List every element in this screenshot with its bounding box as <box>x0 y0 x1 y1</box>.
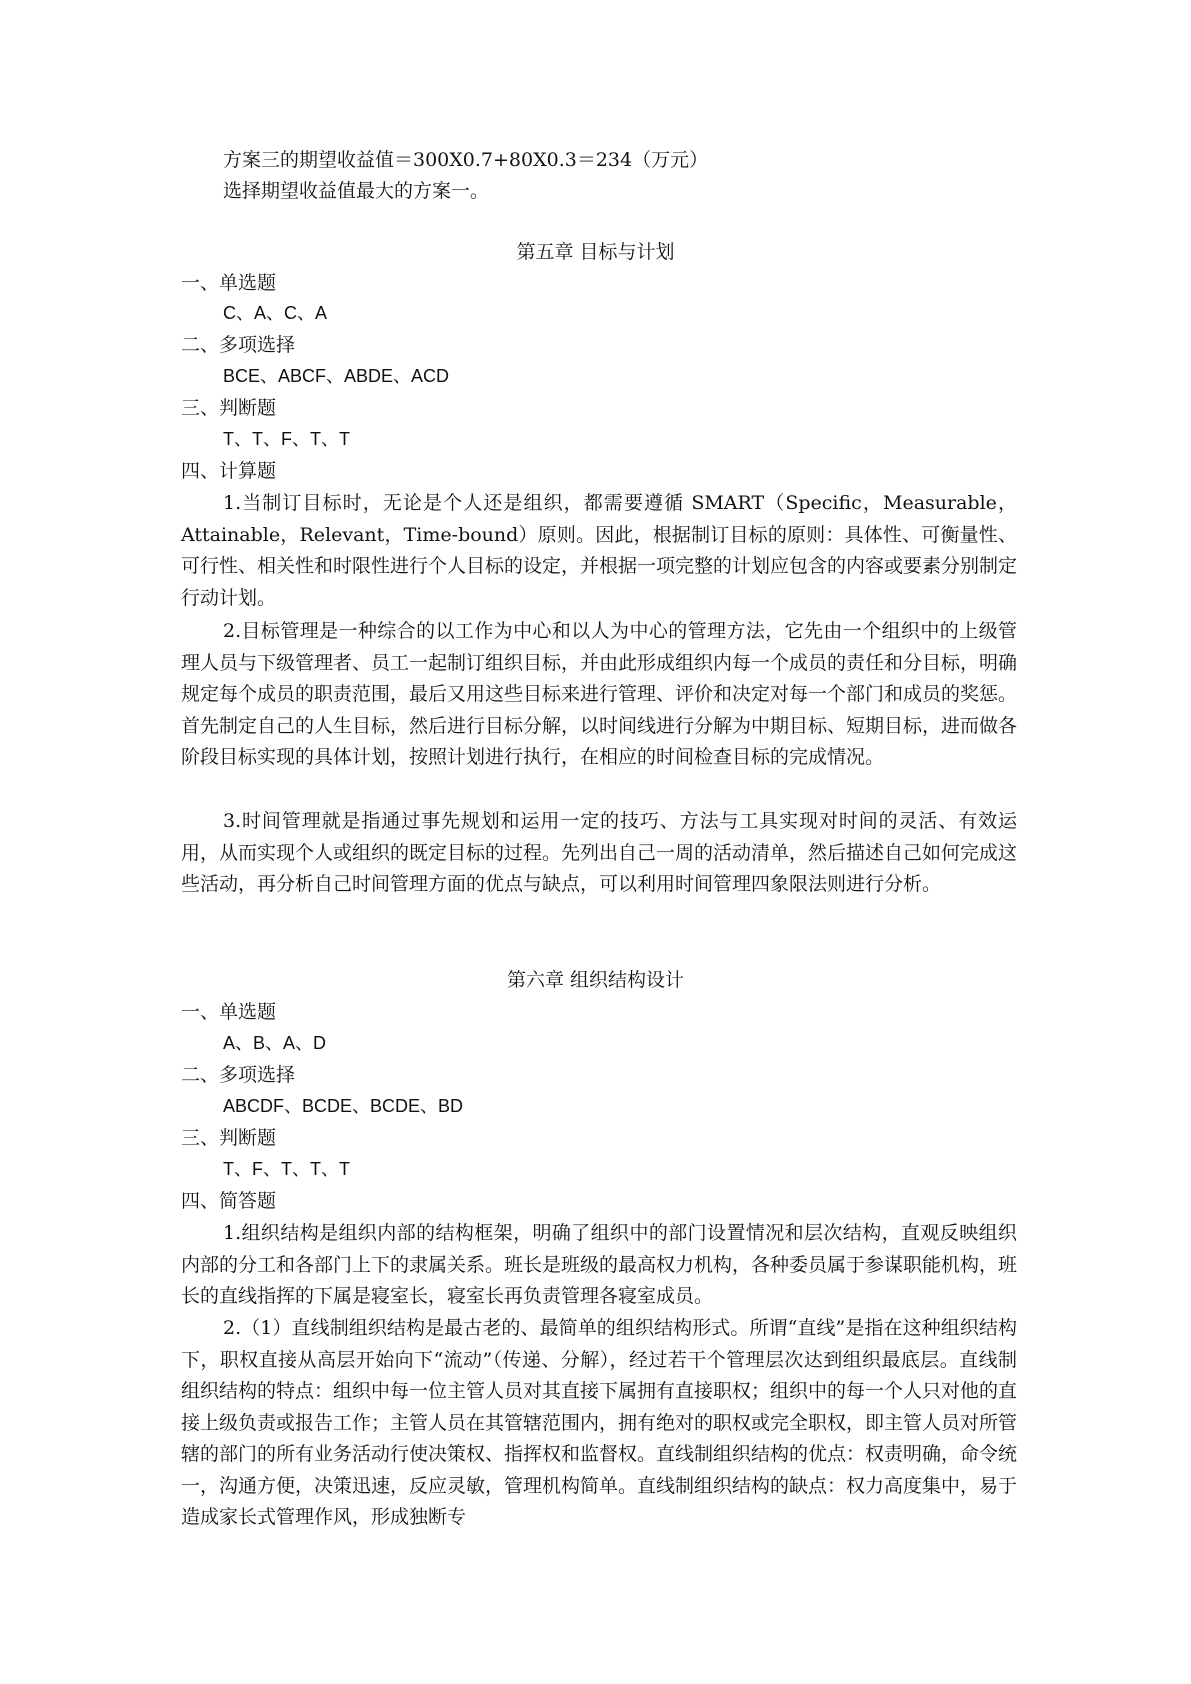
chapter-5-title: 第五章 目标与计划 <box>516 241 675 263</box>
ch6-section-1-answer: A、B、A、D <box>223 1033 327 1053</box>
ch5-section-4-title: 四、计算题 <box>181 460 277 482</box>
ch5-paragraph-2: 2.目标管理是一种综合的以工作为中心和以人为中心的管理方法，它先由一个组织中的上级管理人员与下级管理者、员工一起制订组织目标，并由此形成组织内每一个成员的责任和分目标，明确规定每个成员的职责范围，最后又用这些目标来进行管理、评价和决定对每一个部门和成员的奖惩。首先制定自己的人生目标，然后进行目标分解，以时间线进行分解为中期目标、短期目标，进而做各阶段目标实现的具体计划，按照计划进行执行，在相应的时间检查目标的完成情况。 <box>181 620 1018 768</box>
ch6-paragraph-1: 1.组织结构是组织内部的结构框架，明确了组织中的部门设置情况和层次结构，直观反映组织内部的分工和各部门上下的隶属关系。班长是班级的最高权力机构，各种委员属于参谋职能机构，班长的直线指挥的下属是寝室长，寝室长再负责管理各寝室成员。 <box>181 1222 1018 1307</box>
ch5-paragraph-3: 3.时间管理就是指通过事先规划和运用一定的技巧、方法与工具实现对时间的灵活、有效运用，从而实现个人或组织的既定目标的过程。先列出自己一周的活动清单，然后描述自己如何完成这些活动，再分析自己时间管理方面的优点与缺点，可以利用时间管理四象限法则进行分析。 <box>181 810 1018 895</box>
ch5-section-3-answer: T、T、F、T、T <box>223 429 350 449</box>
ch6-section-2-answer: ABCDF、BCDE、BCDE、BD <box>223 1096 464 1116</box>
ch5-section-1-answer: C、A、C、A <box>223 303 328 323</box>
ch5-paragraph-1: 1.当制订目标时，无论是个人还是组织，都需要遵循 SMART（Specific，Measurable，Attainable，Relevant，Time-bound）原则。因此，根据制订目标的原则：具体性、可衡量性、可行性、相关性和时限性进行个人目标的设定，并根据一项完整的计划应包含的内容或要素分别制定行动计划。 <box>181 492 1018 609</box>
intro-line-2: 选择期望收益值最大的方案一。 <box>223 180 490 202</box>
ch5-section-2-title: 二、多项选择 <box>181 334 296 356</box>
ch5-section-2-answer: BCE、ABCF、ABDE、ACD <box>223 366 450 386</box>
ch6-section-3-answer: T、F、T、T、T <box>223 1159 350 1179</box>
ch6-paragraph-2: 2.（1）直线制组织结构是最古老的、最简单的组织结构形式。所谓“直线”是指在这种组织结构下，职权直接从高层开始向下“流动”（传递、分解），经过若干个管理层次达到组织最底层。直线制组织结构的特点：组织中每一位主管人员对其直接下属拥有直接职权；组织中的每一个人只对他的直接上级负责或报告工作；主管人员在其管辖范围内，拥有绝对的职权或完全职权，即主管人员对所管辖的部门的所有业务活动行使决策权、指挥权和监督权。直线制组织结构的优点：权责明确，命令统一，沟通方便，决策迅速，反应灵敏，管理机构简单。直线制组织结构的缺点：权力高度集中，易于造成家长式管理作风，形成独断专 <box>181 1317 1018 1528</box>
intro-line-1: 方案三的期望收益值＝300X0.7+80X0.3＝234（万元） <box>223 149 709 171</box>
ch5-section-1-title: 一、单选题 <box>181 272 277 294</box>
chapter-6-title: 第六章 组织结构设计 <box>506 969 685 991</box>
ch5-section-3-title: 三、判断题 <box>181 397 277 419</box>
ch6-section-4-title: 四、简答题 <box>181 1190 277 1212</box>
ch6-section-2-title: 二、多项选择 <box>181 1064 296 1086</box>
ch6-section-1-title: 一、单选题 <box>181 1001 277 1023</box>
ch6-section-3-title: 三、判断题 <box>181 1127 277 1149</box>
